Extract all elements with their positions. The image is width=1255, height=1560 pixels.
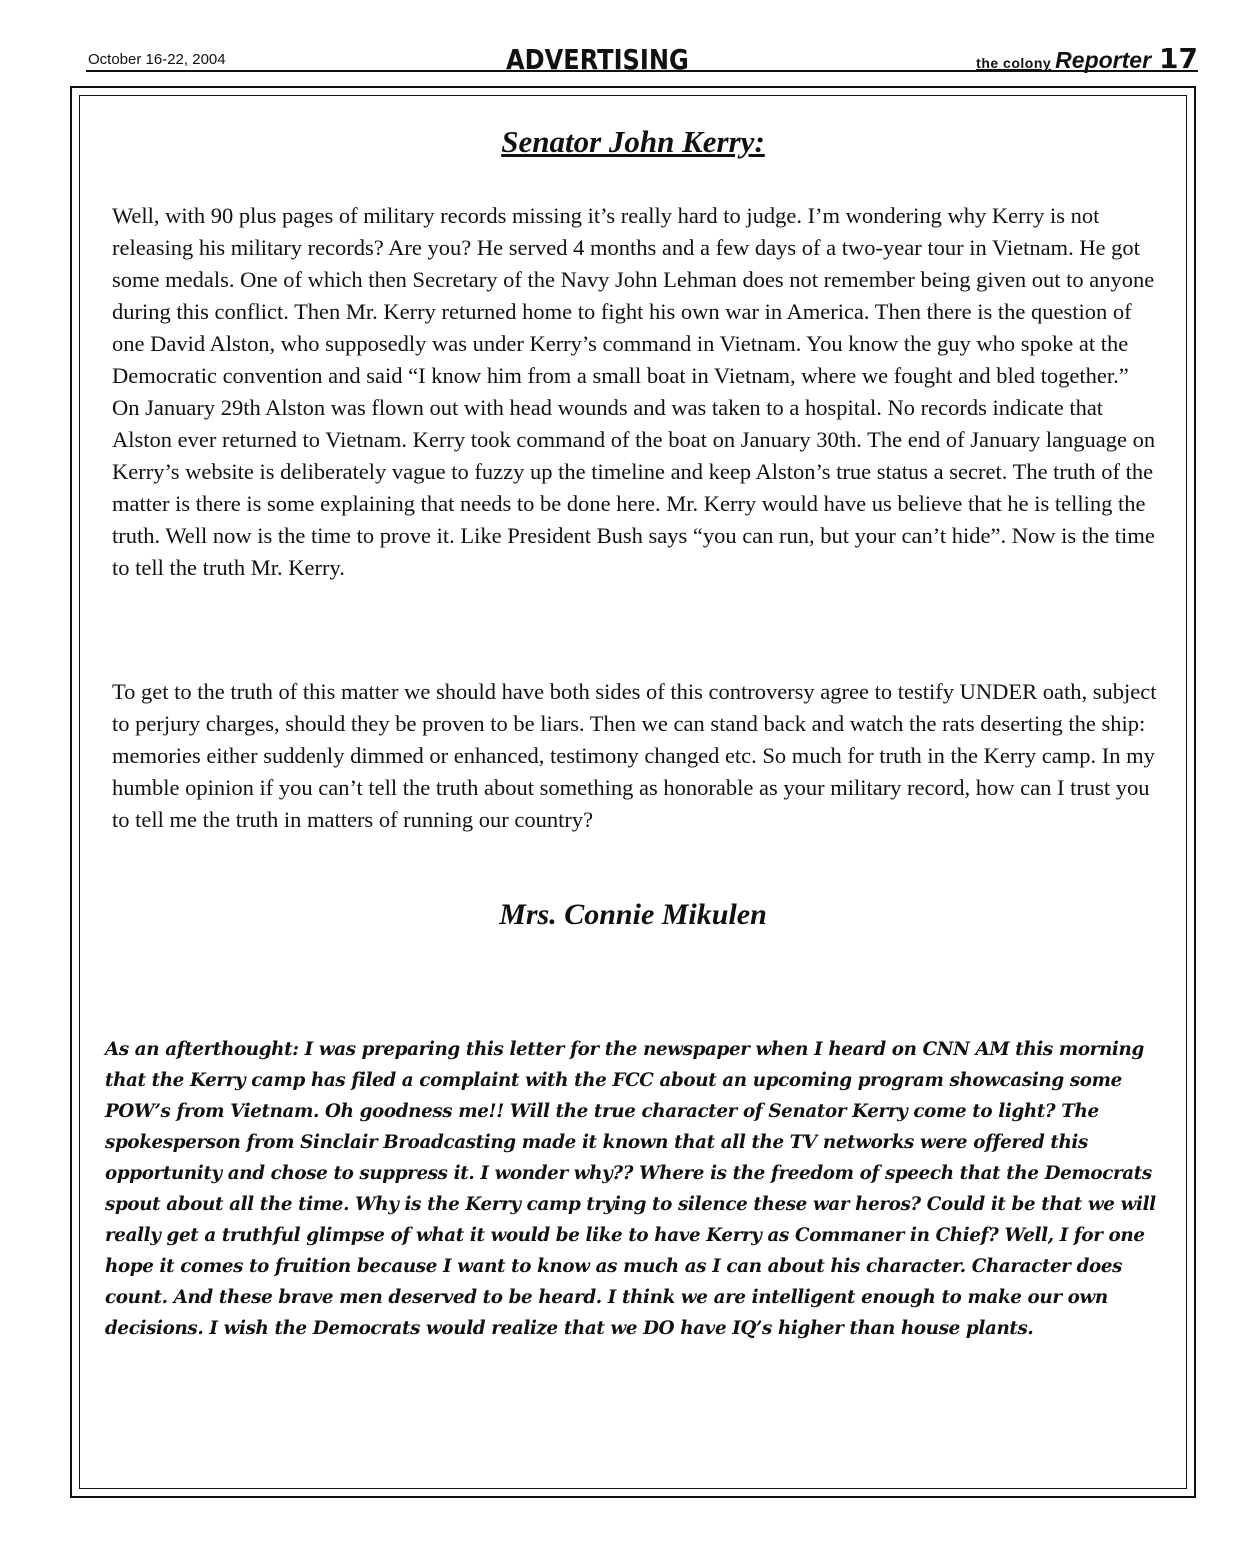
section-title: ADVERTISING — [506, 43, 689, 76]
author-signature: Mrs. Connie Mikulen — [499, 898, 767, 931]
article-paragraph-1: Well, with 90 plus pages of military records missing it’s really hard to judge. I’m wondering why Kerry is not releasing his military records? Are you? He served 4 months and a few days of a two-year tour in Vietnam. He got some medals. One of which then Secretary of the Navy John Lehman does not remember being given out to anyone during this conflict. Then Mr. Kerry returned home to fight his own war in America. Then there is the question of one David Alston, who supposedly was under Kerry’s command in Vietnam. You know the guy who spoke at the Democratic convention and said “I know him from a small boat in Vietnam, where we fought and bled together.” On January 29th Alston was flown out with head wounds and was taken to a hospital. No records indicate that Alston ever returned to Vietnam. Kerry took command of the boat on January 30th. The end of January language on Kerry’s website is deliberately vague to fuzzy up the timeline and keep Alston’s true status a secret. The truth of the matter is there is some explaining that needs to be done here. Mr. Kerry would have us believe that he is telling the truth. Well now is the time to prove it. Like President Bush says “you can run, but your can’t hide”. Now is the time to tell the truth Mr. Kerry. — [112, 203, 1156, 580]
header-rule — [86, 70, 1198, 72]
article-paragraph-2: To get to the truth of this matter we should have both sides of this controversy agree to testify UNDER oath, subject to perjury charges, should they be proven to be liars. Then we can stand back and watch the rats deserting the ship: memories either suddenly dimmed or enhanced, testimony changed etc. So much for truth in the Kerry camp. In my humble opinion if you can’t tell the truth about something as honorable as your military record, how can I trust you to tell me the truth in matters of running our country? — [112, 679, 1157, 832]
masthead-logo: Reporter — [1055, 47, 1152, 73]
article-title: Senator John Kerry: — [501, 124, 765, 159]
publication-name: the colony — [976, 55, 1052, 71]
page-number: 17 — [1159, 42, 1198, 75]
issue-date: October 16-22, 2004 — [88, 51, 226, 68]
afterthought-paragraph: As an afterthought: I was preparing this letter for the newspaper when I heard on CNN AM this morning that the Kerry camp has filed a complaint with the FCC about an upcoming program showcasing some POW’s from Vietnam. Oh goodness me!! Will the true character of Senator Kerry come to light? The spokesperson from Sinclair Broadcasting made it known that all the TV networks were offered this opportunity and chose to suppress it. I wonder why?? Where is the freedom of speech that the Democrats spout about all the time. Why is the Kerry camp trying to silence these war heros? Could it be that we will really get a truthful glimpse of what it would be like to have Kerry as Commaner in Chief? Well, I for one hope it comes to fruition because I want to know as much as I can about his character. Character does count. And these brave men deserved to be heard. I think we are intelligent enough to make our own decisions. I wish the Democrats would realize that we DO have IQ’s higher than house plants. — [105, 1039, 1156, 1339]
page-header — [86, 42, 1198, 76]
